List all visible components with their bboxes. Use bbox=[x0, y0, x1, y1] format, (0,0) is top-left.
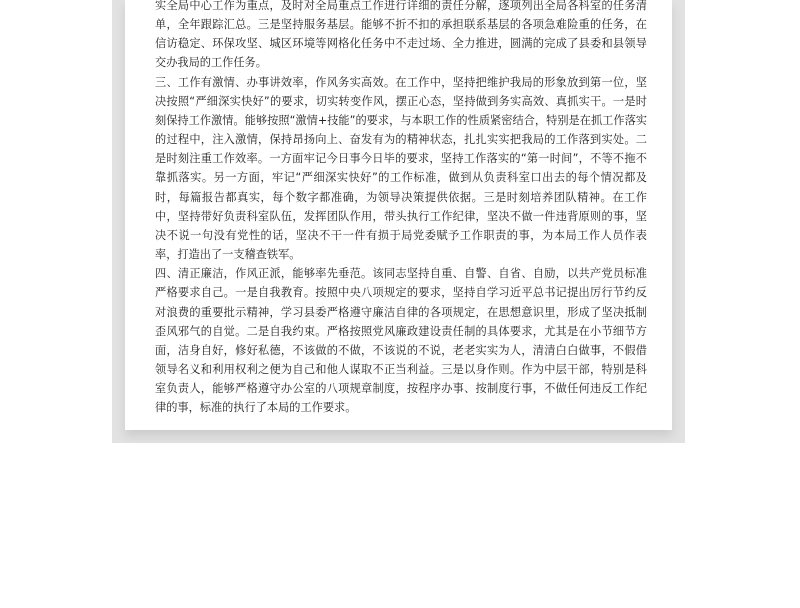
paragraph-efficiency: 三、工作有激情、办事讲效率，作风务实高效。在工作中，坚持把维护我局的形象放到第一位，坚决按照“严细深实快好”的要求，切实转变作风，摆正心态，坚持做到务实高效、真抓实干。一是时刻保持工作激情。能够按照“激情+技能”的要求，与本职工作的性质紧密结合，特别是在抓工作落实的过程中，注入激情，保持昂扬向上、奋发有为的精神状态，扎扎实实把我局的工作落到实处。二是时刻注重工作效率。一方面牢记今日事今日毕的要求，坚持工作落实的“第一时间”，不等不拖不靠抓落实。另一方面，牢记“严细深实快好”的工作标准，做到从负责科室口出去的每个情况都及时，每篇报告都真实，每个数字都准确，为领导决策提供依据。三是时刻培养团队精神。在工作中，坚持带好负责科室队伍，发挥团队作用，带头执行工作纪律，坚决不做一件违背原则的事，坚决不说一句没有党性的话，坚决不干一件有损于局党委赋予工作职责的事，为本局工作人员作表率，打造出了一支稽查铁军。 bbox=[155, 75, 647, 262]
paragraph-service: 实全局中心工作为重点，及时对全局重点工作进行详细的责任分解，逐项列出全局各科室的任务清单，全年跟踪汇总。三是坚持服务基层。能够不折不扣的承担联系基层的各项急难险重的任务，在信访稳定、环保攻坚、城区环境等网格化任务中不走过场、全力推进，圆满的完成了县委和县领导交办我局的工作任务。 bbox=[155, 0, 647, 70]
paragraph-integrity: 四、清正廉洁，作风正派，能够率先垂范。该同志坚持自重、自警、自省、自励，以共产党员标准严格要求自己。一是自我教育。按照中央八项规定的要求，坚持自学习近平总书记提出厉行节约反对浪费的重要批示精神，学习县委严格遵守廉洁自律的各项规定，在思想意识里，形成了坚决抵制歪风邪气的自觉。二是自我约束。严格按照党风廉政建设责任制的具体要求，尤其是在小节细节方面，洁身自好，修好私德，不该做的不做，不该说的不说，老老实实为人，清清白白做事，不假借领导名义和利用权利之便为自己和他人谋取不正当利益。三是以身作则。作为中层干部，特别是科室负责人，能够严格遵守办公室的八项规章制度，按程序办事、按制度行事，不做任何违反工作纪律的事，标准的执行了本局的工作要求。 bbox=[155, 267, 647, 415]
document-body bbox=[155, 0, 647, 417]
